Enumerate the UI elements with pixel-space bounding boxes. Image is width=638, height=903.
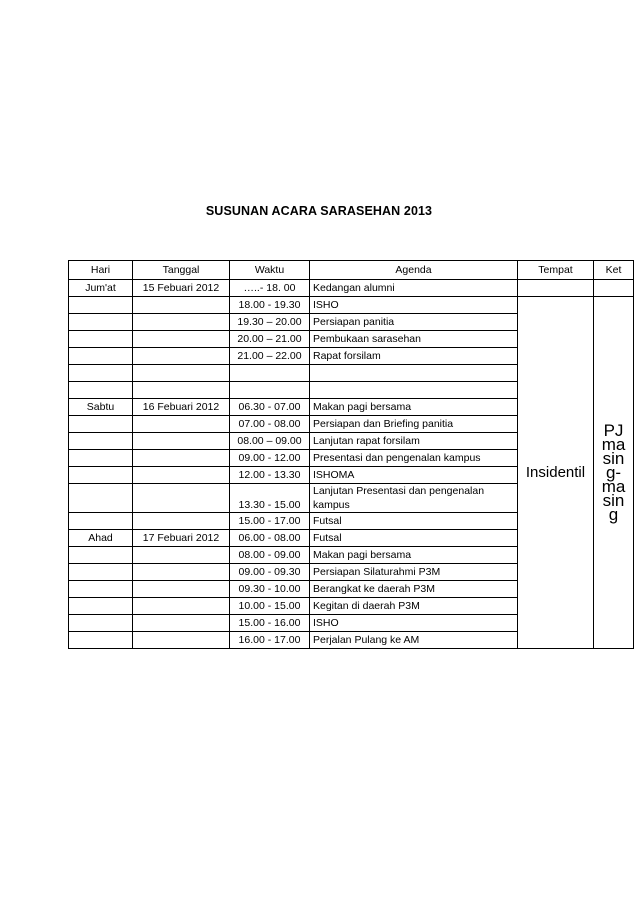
tempat-text: Insidentil [525,463,586,481]
header-waktu: Waktu [230,261,310,280]
cell-tanggal [133,547,230,564]
header-tempat: Tempat [518,261,594,280]
cell-tanggal [133,467,230,484]
cell-hari [69,433,133,450]
header-row [69,261,634,280]
cell-tanggal: 17 Febuari 2012 [133,530,230,547]
cell-tanggal [133,632,230,649]
cell-ket-empty [594,280,634,297]
cell-waktu: 07.00 - 08.00 [230,416,310,433]
cell-agenda: Persiapan panitia [310,314,518,331]
cell-agenda: Presentasi dan pengenalan kampus [310,450,518,467]
cell-hari [69,348,133,365]
cell-waktu: 19.30 – 20.00 [230,314,310,331]
cell-agenda: Lanjutan rapat forsilam [310,433,518,450]
cell-tanggal: 15 Febuari 2012 [133,280,230,297]
cell-waktu: 09.00 - 09.30 [230,564,310,581]
cell-waktu: 12.00 - 13.30 [230,467,310,484]
cell-agenda: Lanjutan Presentasi dan pengenalan kampus [310,484,518,513]
cell-tanggal [133,450,230,467]
cell-tanggal: 16 Febuari 2012 [133,399,230,416]
cell-waktu: 21.00 – 22.00 [230,348,310,365]
cell-hari: Jum'at [69,280,133,297]
schedule-body [69,280,634,649]
cell-waktu: 13.30 - 15.00 [230,484,310,513]
cell-hari: Ahad [69,530,133,547]
cell-hari [69,297,133,314]
cell-hari [69,450,133,467]
cell-waktu: 10.00 - 15.00 [230,598,310,615]
cell-agenda: ISHOMA [310,467,518,484]
cell-waktu: 15.00 - 17.00 [230,513,310,530]
cell-hari [69,416,133,433]
cell-tanggal [133,382,230,399]
cell-agenda: Kedangan alumni [310,280,518,297]
cell-hari [69,581,133,598]
cell-tanggal [133,314,230,331]
cell-tanggal [133,365,230,382]
cell-hari [69,598,133,615]
cell-tanggal [133,416,230,433]
cell-hari [69,314,133,331]
cell-hari: Sabtu [69,399,133,416]
cell-agenda: Persiapan dan Briefing panitia [310,416,518,433]
cell-hari [69,484,133,513]
cell-waktu: 09.00 - 12.00 [230,450,310,467]
cell-waktu [230,382,310,399]
cell-tanggal [133,433,230,450]
cell-agenda: ISHO [310,615,518,632]
cell-agenda: ISHO [310,297,518,314]
header-ket: Ket [594,261,634,280]
ket-text: PJ masing-masing [601,420,626,524]
cell-agenda: Makan pagi bersama [310,547,518,564]
cell-tanggal [133,615,230,632]
cell-agenda: Futsal [310,513,518,530]
cell-waktu: …..- 18. 00 [230,280,310,297]
cell-agenda: Persiapan Silaturahmi P3M [310,564,518,581]
cell-hari [69,547,133,564]
cell-tanggal [133,348,230,365]
cell-tempat [518,297,594,649]
cell-agenda: Rapat forsilam [310,348,518,365]
cell-waktu: 08.00 – 09.00 [230,433,310,450]
cell-ket [594,297,634,649]
cell-waktu: 06.00 - 08.00 [230,530,310,547]
cell-tanggal [133,513,230,530]
cell-waktu: 20.00 – 21.00 [230,331,310,348]
cell-tempat-empty [518,280,594,297]
cell-waktu: 16.00 - 17.00 [230,632,310,649]
cell-tanggal [133,581,230,598]
cell-hari [69,564,133,581]
cell-hari [69,365,133,382]
cell-hari [69,467,133,484]
cell-agenda: Makan pagi bersama [310,399,518,416]
cell-waktu: 08.00 - 09.00 [230,547,310,564]
cell-agenda [310,382,518,399]
cell-tanggal [133,331,230,348]
cell-tanggal [133,297,230,314]
cell-hari [69,632,133,649]
cell-hari [69,513,133,530]
cell-agenda [310,365,518,382]
cell-agenda: Kegitan di daerah P3M [310,598,518,615]
cell-waktu [230,365,310,382]
cell-hari [69,331,133,348]
cell-agenda: Futsal [310,530,518,547]
header-agenda: Agenda [310,261,518,280]
cell-agenda: Berangkat ke daerah P3M [310,581,518,598]
cell-tanggal [133,598,230,615]
cell-agenda: Perjalan Pulang ke AM [310,632,518,649]
cell-tanggal [133,484,230,513]
cell-waktu: 15.00 - 16.00 [230,615,310,632]
document-title: SUSUNAN ACARA SARASEHAN 2013 [205,204,433,218]
cell-waktu: 18.00 - 19.30 [230,297,310,314]
header-tanggal: Tanggal [133,261,230,280]
cell-agenda: Pembukaan sarasehan [310,331,518,348]
table-row [69,280,634,297]
cell-hari [69,615,133,632]
schedule-table [68,260,634,649]
cell-tanggal [133,564,230,581]
cell-waktu: 09.30 - 10.00 [230,581,310,598]
header-hari: Hari [69,261,133,280]
table-row [69,297,634,314]
cell-hari [69,382,133,399]
cell-waktu: 06.30 - 07.00 [230,399,310,416]
